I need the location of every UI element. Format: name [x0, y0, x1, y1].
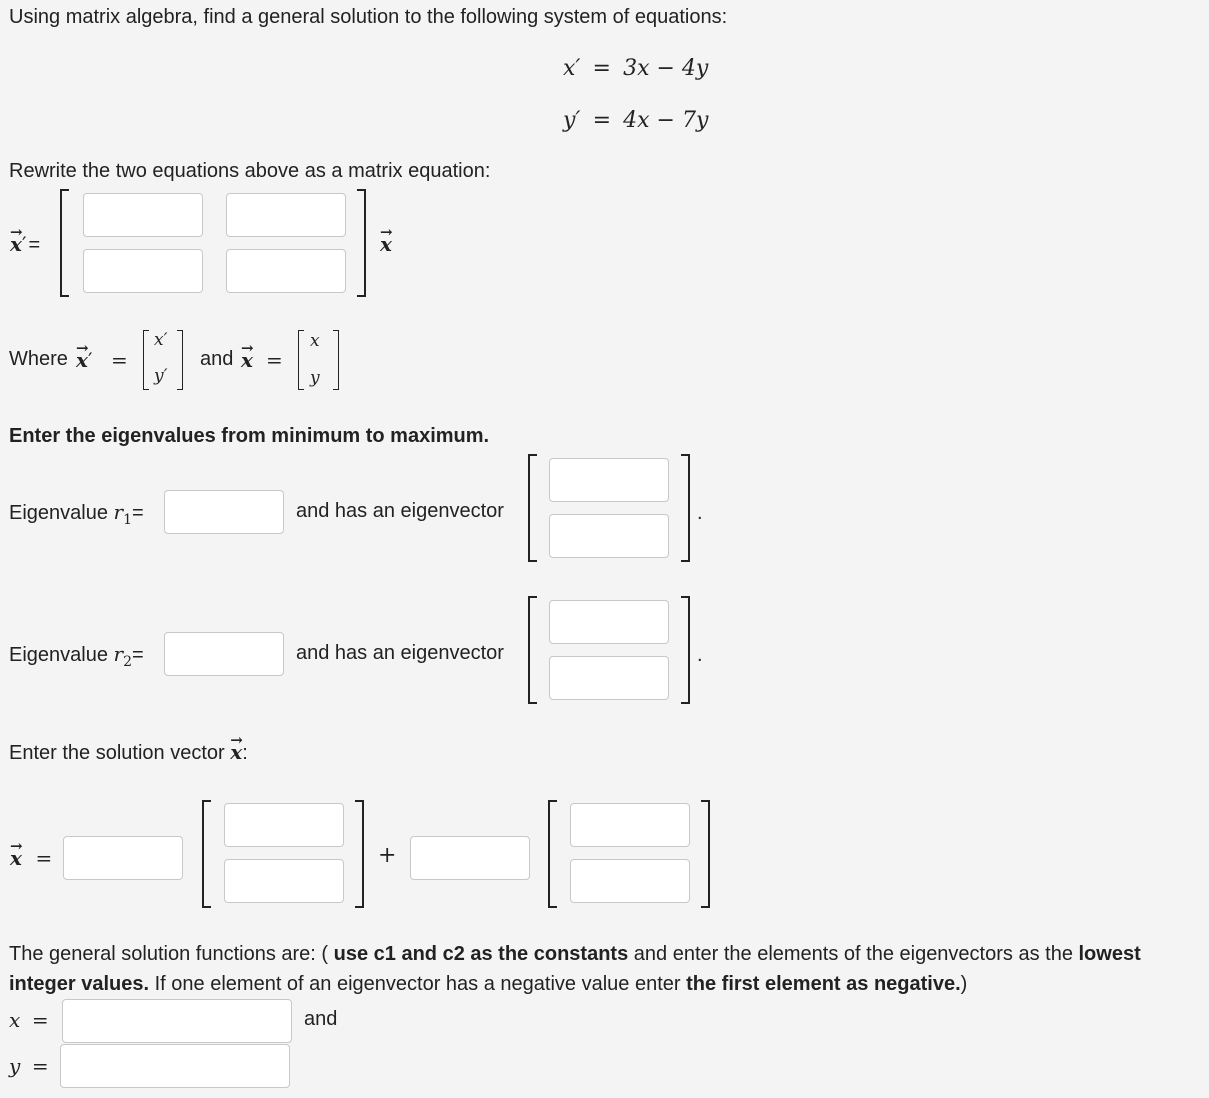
sol-vec2-right-bracket — [701, 800, 710, 908]
where-bracket-right-2 — [333, 330, 339, 390]
eigenvalue-r2-label: Eigenvalue $r_2=$ — [9, 642, 144, 670]
matrix-prompt: Rewrite the two equations above as a matrix equation: — [9, 160, 491, 182]
where-and-label: and — [200, 348, 234, 370]
general-y-input[interactable] — [60, 1044, 290, 1088]
eigvec2-left-bracket — [528, 596, 537, 704]
eigvec1-period: . — [697, 502, 703, 524]
eigvec2-right-bracket — [681, 596, 690, 704]
where-vec-prime: → x′ — [76, 348, 92, 373]
where-bracket-left-2 — [298, 330, 304, 390]
matrix-left-bracket — [60, 189, 69, 297]
eigenvalue-r2-input[interactable] — [164, 632, 284, 676]
equation-1: x′ = 3x − 4y — [563, 56, 709, 81]
general-x-label: x = — [9, 1008, 49, 1032]
eigvec1-right-bracket — [681, 454, 690, 562]
where-label: Where — [9, 348, 68, 370]
eigenvector-1-top-input[interactable] — [549, 458, 669, 502]
eigen-instruction: Enter the eigenvalues from minimum to maximum. — [9, 425, 490, 447]
matrix-a11-input[interactable] — [83, 193, 203, 237]
where-bottom: y — [310, 368, 320, 388]
general-x-input[interactable] — [62, 999, 292, 1043]
general-and-label: and — [304, 1008, 338, 1030]
matrix-a22-input[interactable] — [226, 249, 346, 293]
eigenvector-2-top-input[interactable] — [549, 600, 669, 644]
where-equals-2: = — [266, 348, 283, 372]
where-bracket-right-1 — [177, 330, 183, 390]
eigenvector-1-bottom-input[interactable] — [549, 514, 669, 558]
sol-vec1-left-bracket — [202, 800, 211, 908]
solution-vector-1-top-input[interactable] — [224, 803, 344, 847]
solution-coefficient-2-input[interactable] — [410, 836, 530, 880]
where-equals-1: = — [111, 348, 128, 372]
where-vec: → x — [241, 348, 253, 373]
eigenvalue-r1-label: Eigenvalue $r_1=$ — [9, 500, 144, 528]
eigenvalue-r1-input[interactable] — [164, 490, 284, 534]
solution-lhs: → x = — [10, 846, 52, 871]
problem-intro: Using matrix algebra, find a general solution to the following system of equations: — [9, 6, 728, 28]
plus-sign: + — [378, 843, 397, 868]
where-bracket-left-1 — [143, 330, 149, 390]
solution-vector-1-bottom-input[interactable] — [224, 859, 344, 903]
eigvec2-period: . — [697, 644, 703, 666]
matrix-a21-input[interactable] — [83, 249, 203, 293]
solution-vector-2-bottom-input[interactable] — [570, 859, 690, 903]
general-y-label: y = — [9, 1054, 49, 1078]
where-top: x — [310, 331, 320, 351]
solution-coefficient-1-input[interactable] — [63, 836, 183, 880]
eigenvector-2-label: and has an eigenvector — [296, 642, 504, 664]
solution-vector-2-top-input[interactable] — [570, 803, 690, 847]
where-top-prime: x′ — [154, 330, 168, 350]
matrix-lhs: → x′ = — [10, 232, 40, 257]
eigenvector-2-bottom-input[interactable] — [549, 656, 669, 700]
matrix-a12-input[interactable] — [226, 193, 346, 237]
sol-vec2-left-bracket — [548, 800, 557, 908]
sol-vec1-right-bracket — [355, 800, 364, 908]
eigvec1-left-bracket — [528, 454, 537, 562]
eigenvector-1-label: and has an eigenvector — [296, 500, 504, 522]
general-solution-instructions: The general solution functions are: ( use c1 and c2 as the constants and enter the elements of the eigenvectors as the lowest integer values. If one element of an eigenvector has a negative value enter the first element as negative.) — [9, 943, 1141, 995]
matrix-rhs-vector: → x — [380, 232, 392, 257]
where-bottom-prime: y′ — [154, 366, 168, 386]
equation-2: y′ = 4x − 7y — [563, 108, 709, 133]
matrix-right-bracket — [357, 189, 366, 297]
solution-vector-prompt: Enter the solution vector → x: — [9, 740, 248, 765]
